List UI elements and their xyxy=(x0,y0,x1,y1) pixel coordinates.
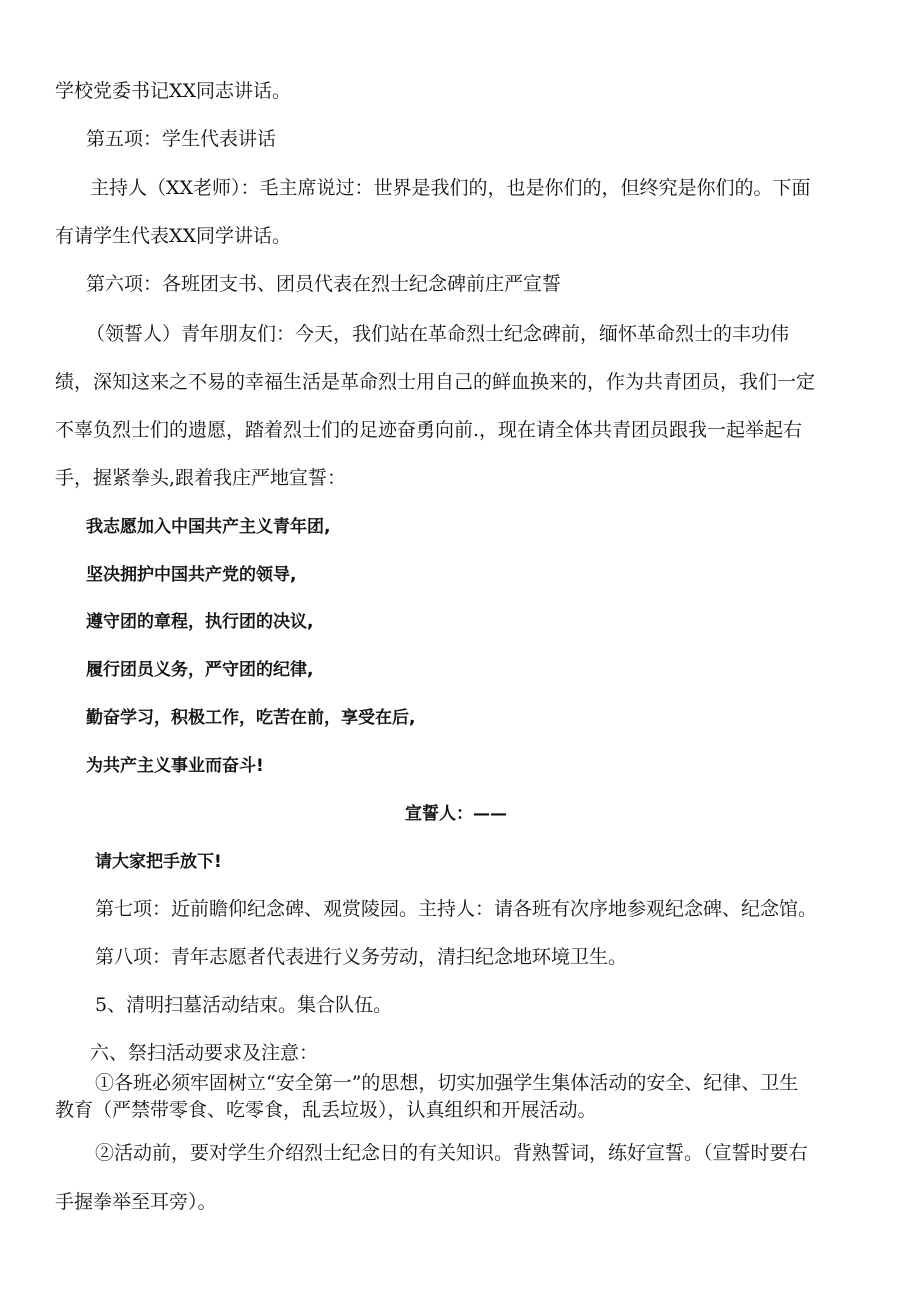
oath-line-5: 勤奋学习，积极工作，吃苦在前，享受在后, xyxy=(86,708,416,728)
requirement-1-line-1: ①各班必须牢固树立“安全第一”的思想，切实加强学生集体活动的安全、纪律、卫生 xyxy=(95,1072,799,1094)
line-party-secretary-speech: 学校党委书记XX同志讲话。 xyxy=(55,80,292,102)
hands-down-instruction: 请大家把手放下! xyxy=(95,852,222,872)
activity-end-line: 5、清明扫墓活动结束。集合队伍。 xyxy=(95,994,393,1016)
oath-line-4: 履行团员义务，严守团的纪律, xyxy=(86,660,314,680)
item-5-heading: 第五项：学生代表讲话 xyxy=(86,128,277,150)
item-7-line: 第七项：近前瞻仰纪念碑、观赏陵园。主持人：请各班有次序地参观纪念碑、纪念馆。 xyxy=(95,898,818,920)
requirement-1-line-2: 教育（严禁带零食、吃零食，乱丢垃圾），认真组织和开展活动。 xyxy=(55,1099,597,1121)
oath-line-1: 我志愿加入中国共产主义青年团, xyxy=(86,517,331,537)
leader-speech-line-4: 手，握紧拳头,跟着我庄严地宣誓： xyxy=(55,467,347,489)
requirement-2-line-2: 手握拳举至耳旁）。 xyxy=(55,1191,217,1213)
item-6-heading: 第六项：各班团支书、团员代表在烈士纪念碑前庄严宣誓 xyxy=(86,273,562,295)
leader-speech-line-1: （领誓人）青年朋友们：今天，我们站在革命烈士纪念碑前，缅怀革命烈士的丰功伟 xyxy=(86,323,790,345)
host-intro-line-2: 有请学生代表XX同学讲话。 xyxy=(55,225,292,247)
host-intro-line-1: 主持人（XX老师）：毛主席说过：世界是我们的，也是你们的，但终究是你们的。下面 xyxy=(90,177,811,199)
oath-line-2: 坚决拥护中国共产党的领导, xyxy=(86,565,297,585)
section-6-heading: 六、祭扫活动要求及注意： xyxy=(90,1042,319,1064)
leader-speech-line-2: 绩，深知这来之不易的幸福生活是革命烈士用自己的鲜血换来的，作为共青团员，我们一定 xyxy=(55,371,816,393)
item-8-line: 第八项：青年志愿者代表进行义务劳动，清扫纪念地环境卫生。 xyxy=(95,946,628,968)
oath-signer: 宣誓人：—— xyxy=(405,804,507,824)
oath-line-6: 为共产主义事业而奋斗! xyxy=(86,756,264,776)
leader-speech-line-3: 不辜负烈士们的遗愿，踏着烈士们的足迹奋勇向前.，现在请全体共青团员跟我一起举起右 xyxy=(55,419,803,441)
requirement-2-line-1: ②活动前，要对学生介绍烈士纪念日的有关知识。背熟誓词，练好宣誓。（宣誓时要右 xyxy=(95,1142,808,1164)
oath-line-3: 遵守团的章程，执行团的决议, xyxy=(86,612,314,632)
